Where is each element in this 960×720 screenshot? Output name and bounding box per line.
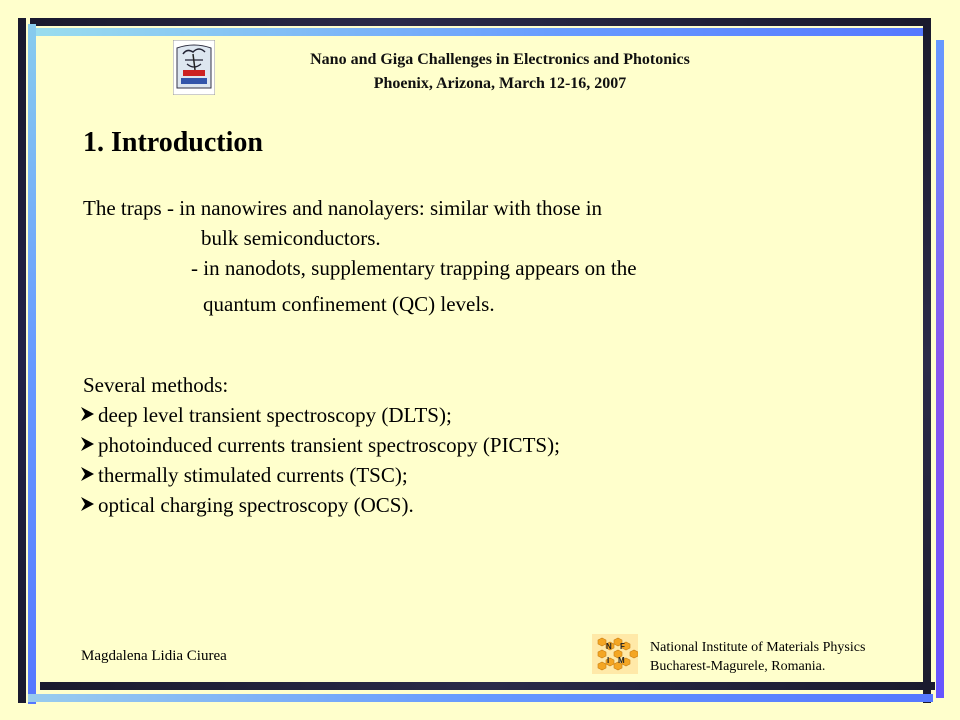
method-tsc: thermally stimulated currents (TSC); [98,463,408,487]
institute-info [650,638,865,676]
frame-bar-right-light [936,40,944,698]
right-arrow-icon [80,430,95,460]
intro-line-1: The traps - in nanowires and nanolayers: similar with those in [83,196,603,220]
logo-letter-m: M [618,656,625,665]
list-item [80,430,560,460]
frame-bar-bottom-dark [40,682,935,690]
logo-letter-i: I [607,656,610,665]
institute-location: Bucharest-Magurele, Romania. [650,659,826,674]
list-item [80,460,560,490]
frame-bar-left-dark [18,18,26,703]
conference-header [230,48,770,96]
methods-heading: Several methods: [83,373,229,397]
method-picts: photoinduced currents transient spectroscopy (PICTS); [98,433,560,457]
intro-line-2: bulk semiconductors. [201,226,381,250]
frame-bar-top-dark [30,18,925,26]
institute-name: National Institute of Materials Physics [650,640,866,655]
conference-logo-icon [173,40,215,95]
right-arrow-icon [80,490,95,520]
frame-bar-top-light [36,28,931,36]
frame-bar-right-dark [923,18,931,703]
intro-line-4: quantum confinement (QC) levels. [203,292,495,316]
intro-line-3: - in nanodots, supplementary trapping appears on the [191,256,637,280]
intro-paragraph [83,193,637,319]
method-ocs: optical charging spectroscopy (OCS). [98,493,414,517]
right-arrow-icon [80,400,95,430]
logo-letter-n: N [606,642,612,651]
author-name: Magdalena Lidia Ciurea [81,648,227,664]
frame-bar-bottom-light [28,694,933,702]
honeycomb-logo-icon [592,634,638,674]
frame-bar-left-light [28,24,36,704]
right-arrow-icon [80,460,95,490]
slide-title: 1. Introduction [83,127,263,158]
methods-list [80,370,560,520]
conference-location-date: Phoenix, Arizona, March 12-16, 2007 [373,75,627,92]
logo-letter-f: F [620,642,625,651]
conference-name: Nano and Giga Challenges in Electronics and Photonics [310,51,690,68]
list-item [80,400,560,430]
list-item [80,490,560,520]
method-dlts: deep level transient spectroscopy (DLTS); [98,403,452,427]
